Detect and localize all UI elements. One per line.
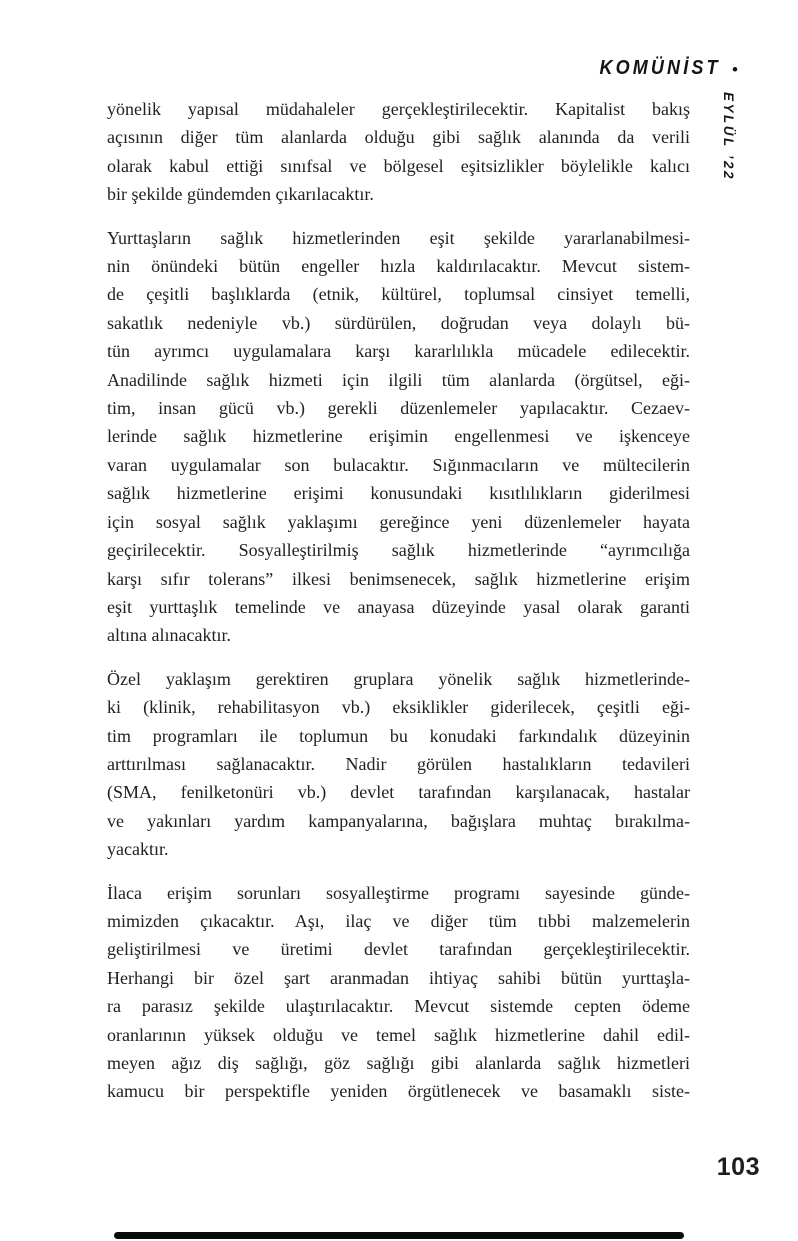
text-line: açısının diğer tüm alanlarda olduğu gibi sağlık alanında da verili [107,127,690,148]
paragraph [107,95,690,209]
paragraph [107,665,690,864]
text-line: ki (klinik, rehabilitasyon vb.) eksiklikler giderilecek, çeşitli eği- [107,697,690,718]
magazine-title: KOMÜNİST [599,57,722,79]
text-line: ra parasız şekilde ulaştırılacaktır. Mevcut sistemde cepten ödeme [107,996,690,1017]
text-line: altına alınacaktır. [107,625,231,646]
body-text [107,95,690,1121]
text-line: lerinde sağlık hizmetlerine erişimin engellenmesi ve işkenceye [107,426,690,447]
text-line: oranlarının yüksek olduğu ve temel sağlık hizmetlerine dahil edil- [107,1024,690,1045]
text-line: nin önündeki bütün engeller hızla kaldırılacaktır. Mevcut sistem- [107,256,690,277]
paragraph [107,224,690,650]
home-indicator[interactable] [114,1232,684,1239]
text-line: kamucu bir perspektifle yeniden örgütlenecek ve basamaklı siste- [107,1081,690,1102]
text-line: meyen ağız diş sağlığı, göz sağlığı gibi alanlarda sağlık hizmetleri [107,1053,690,1073]
paragraph [107,879,690,1106]
text-line: yacaktır. [107,839,169,860]
text-line: geçirilecektir. Sosyalleştirilmiş sağlık hizmetlerinde “ayrımcılığa [107,540,690,561]
text-line: sakatlık nedeniyle vb.) sürdürülen, doğrudan veya dolaylı bü- [107,312,690,333]
text-line: de çeşitli başlıklarda (etnik, kültürel, toplumsal cinsiyet temelli, [107,284,690,305]
bullet-icon: • [732,60,738,79]
text-line: Yurttaşların sağlık hizmetlerinden eşit şekilde yararlanabilmesi- [107,227,690,248]
page-number: 103 [716,1153,760,1181]
running-header [586,57,738,80]
text-line: eşit yurttaşlık temelinde ve anayasa düzeyinde yasal olarak garanti [107,596,690,617]
text-line: sağlık hizmetlerine erişimi konusundaki kısıtlılıkların giderilmesi [107,483,690,504]
text-line: Herhangi bir özel şart aranmadan ihtiyaç sahibi bütün yurttaşla- [107,967,690,988]
text-line: geliştirilmesi ve üretimi devlet tarafından gerçekleştirilecektir. [107,939,690,960]
text-line: mimizden çıkacaktır. Aşı, ilaç ve diğer tüm tıbbi malzemelerin [107,910,690,931]
text-line: Anadilinde sağlık hizmeti için ilgili tüm alanlarda (örgütsel, eği- [107,369,690,390]
text-line: arttırılması sağlanacaktır. Nadir görülen hastalıkların tedavileri [107,753,690,774]
text-line: için sosyal sağlık yaklaşımı gereğince yeni düzenlemeler hayata [107,511,690,532]
issue-date-vertical: EYLÜL ’22 [721,92,736,182]
text-line: tim, insan gücü vb.) gerekli düzenlemeler yapılacaktır. Cezaev- [107,398,690,419]
text-line: tim programları ile toplumun bu konudaki farkındalık düzeyinin [107,725,690,746]
text-line: tün ayrımcı uygulamalara karşı kararlılıkla mücadele edilecektir. [107,341,690,362]
text-line: karşı sıfır tolerans” ilkesi benimsenecek, sağlık hizmetlerine erişim [107,568,690,589]
text-line: Özel yaklaşım gerektiren gruplara yönelik sağlık hizmetlerinde- [107,668,690,689]
text-line: (SMA, fenilketonüri vb.) devlet tarafından karşılanacak, hastalar [107,782,690,803]
text-line: bir şekilde gündemden çıkarılacaktır. [107,184,374,205]
text-line: olarak kabul ettiği sınıfsal ve bölgesel eşitsizlikler böylelikle kalıcı [107,155,690,176]
text-line: İlaca erişim sorunları sosyalleştirme programı sayesinde günde- [107,882,690,903]
text-line: varan uygulamalar son bulacaktır. Sığınmacıların ve mültecilerin [107,454,690,475]
text-line: ve yakınları yardım kampanyalarına, bağışlara muhtaç bırakılma- [107,810,690,831]
text-line: yönelik yapısal müdahaleler gerçekleştirilecektir. Kapitalist bakış [107,99,690,119]
